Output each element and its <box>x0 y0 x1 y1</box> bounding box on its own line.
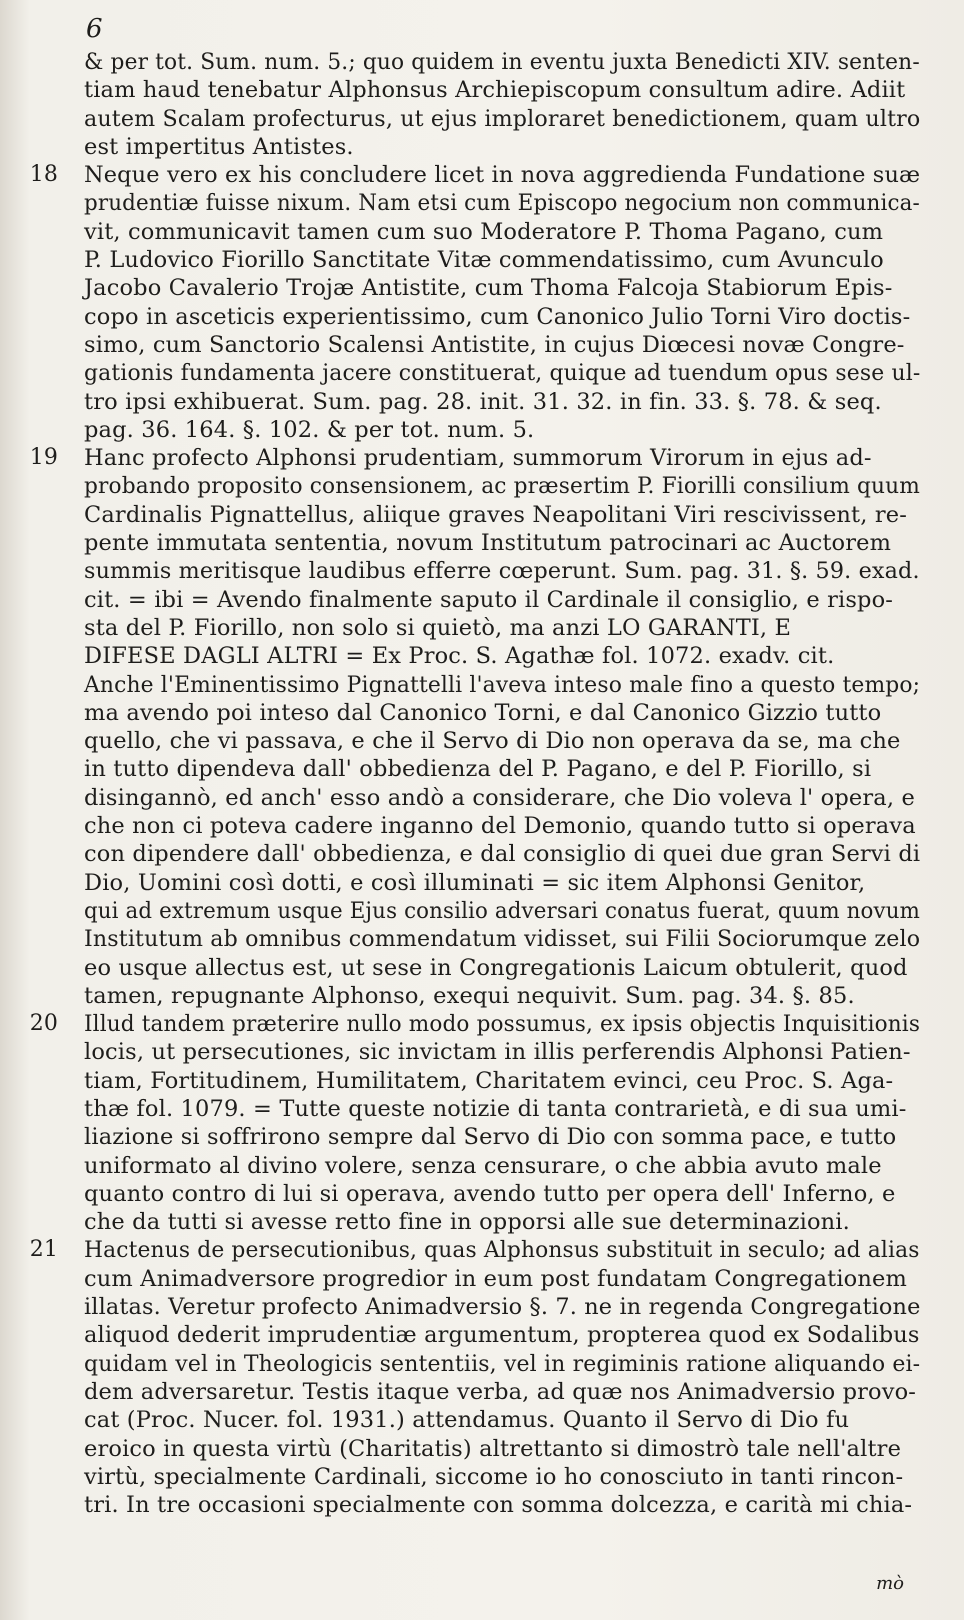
text-line <box>62 642 920 670</box>
line-text: tiam, Fortitudinem, Humilitatem, Charitatem evinci, ceu Proc. S. Aga- <box>84 1067 894 1094</box>
text-line <box>62 1152 920 1180</box>
text-line <box>62 1265 920 1293</box>
text-line <box>62 925 920 953</box>
line-text: Dio, Uomini così dotti, e così illuminati = sic item Alphonsi Genitor, <box>84 869 866 896</box>
text-line <box>29 1010 921 1038</box>
line-text: Institutum ab omnibus commendatum vidisset, sui Filii Sociorumque zelo <box>84 926 921 953</box>
paragraph-number: 19 <box>29 445 58 471</box>
line-text: probando proposito consensionem, ac præsertim P. Fiorilli consilium quum <box>84 473 920 500</box>
text-line <box>29 1236 920 1264</box>
line-text: locis, ut persecutiones, sic invictam in illis perferendis Alphonsi Patien- <box>84 1039 911 1066</box>
line-text: & per tot. Sum. num. 5.; quo quidem in eventu juxta Benedicti XIV. senten- <box>84 49 920 75</box>
line-text: tro ipsi exhibuerat. Sum. pag. 28. init. 31. 32. in fin. 33. §. 78. & seq. <box>84 388 882 415</box>
line-text: Cardinalis Pignattellus, aliique graves Neapolitani Viri rescivissent, re- <box>84 501 907 528</box>
text-line <box>62 218 920 246</box>
line-text: summis meritisque laudibus efferre cœperunt. Sum. pag. 31. §. 59. exad. <box>84 558 920 585</box>
catchword: mò <box>876 1573 904 1594</box>
line-text: dem adversaretur. Testis itaque verba, ad quæ nos Animadversio provo- <box>84 1378 917 1405</box>
line-text: eo usque allectus est, ut sese in Congregationis Laicum obtulerit, quod <box>84 954 908 981</box>
line-text: Anche l'Eminentissimo Pignattelli l'aveva inteso male fino a questo tempo; <box>84 671 921 698</box>
text-line <box>62 1321 920 1349</box>
line-text: che non ci poteva cadere inganno del Demonio, quando tutto si operava <box>84 813 916 840</box>
line-text: qui ad extremum usque Ejus consilio adversari conatus fuerat, quum novum <box>84 897 920 924</box>
line-text: tiam haud tenebatur Alphonsus Archiepiscopum consultum adire. Adiit <box>84 77 906 104</box>
text-line <box>62 359 920 387</box>
line-text: disingannò, ed anch' esso andò a considerare, che Dio voleva l' opera, e <box>84 784 915 811</box>
line-text: prudentiæ fuisse nixum. Nam etsi cum Episcopo negocium non communica- <box>84 190 920 217</box>
text-line <box>62 48 920 76</box>
paragraph-number: 20 <box>29 1011 58 1037</box>
text-line <box>62 1435 920 1463</box>
text-line <box>62 671 920 699</box>
line-text: quanto contro di lui si operava, avendo tutto per opera dell' Inferno, e <box>84 1180 896 1207</box>
line-text: copo in asceticis experientissimo, cum Canonico Julio Torni Viro doctis- <box>84 303 911 330</box>
text-line <box>62 189 920 217</box>
text-line <box>62 897 920 925</box>
text-line <box>62 699 920 727</box>
line-text: Hanc profecto Alphonsi prudentiam, summorum Virorum in ejus ad- <box>84 445 872 472</box>
text-line <box>29 161 921 189</box>
text-line <box>62 76 920 104</box>
text-line <box>62 586 920 614</box>
line-text: Hactenus de persecutionibus, quas Alphonsus substituit in seculo; ad alias <box>84 1237 920 1264</box>
text-line <box>62 331 920 359</box>
paragraph-number: 21 <box>29 1237 58 1263</box>
line-text: illatas. Veretur profecto Animadversio §. 7. ne in regenda Congregatione <box>84 1294 921 1321</box>
line-text: vit, communicavit tamen cum suo Moderatore P. Thoma Pagano, cum <box>84 218 884 245</box>
text-line <box>62 105 920 133</box>
text-line <box>62 869 920 897</box>
line-text: eroico in questa virtù (Charitatis) altrettanto si dimostrò tale nell'altre <box>84 1435 902 1462</box>
line-text: uniformato al divino volere, senza censurare, o che abbia avuto male <box>84 1152 882 1179</box>
line-text: sta del P. Fiorillo, non solo si quietò, ma anzi LO GARANTI, E <box>84 614 792 641</box>
text-line <box>62 1038 920 1066</box>
paragraph-number: 18 <box>29 162 58 188</box>
line-text: quidam vel in Theologicis sententiis, vel in regiminis ratione aliquando ei- <box>84 1350 921 1377</box>
line-text: aliquod dederit imprudentiæ argumentum, propterea quod ex Sodalibus <box>84 1322 920 1349</box>
text-line <box>62 727 920 755</box>
text-line <box>62 1378 920 1406</box>
text-line <box>62 1180 920 1208</box>
line-text: cat (Proc. Nucer. fol. 1931.) attendamus. Quanto il Servo di Dio fu <box>84 1407 850 1434</box>
text-line <box>62 1406 920 1434</box>
line-text: simo, cum Sanctorio Scalensi Antistite, in cujus Diœcesi novæ Congre- <box>84 331 905 358</box>
line-text: Neque vero ex his concludere licet in nova aggredienda Fundatione suæ <box>84 162 921 189</box>
line-text: ma avendo poi inteso dal Canonico Torni, e dal Canonico Gizzio tutto <box>84 699 882 726</box>
text-line <box>62 1067 920 1095</box>
text-line <box>62 303 920 331</box>
text-line <box>62 416 920 444</box>
line-text: Illud tandem præterire nullo modo possumus, ex ipsis objectis Inquisitionis <box>84 1011 921 1038</box>
text-line <box>62 614 920 642</box>
line-text: tri. In tre occasioni specialmente con somma dolcezza, e carità mi chia- <box>84 1492 913 1519</box>
text-block <box>29 48 921 1519</box>
line-text: cum Animadversore progredior in eum post fundatam Congregationem <box>84 1265 907 1292</box>
text-line <box>62 812 920 840</box>
text-line <box>62 133 920 161</box>
text-line <box>62 755 920 783</box>
text-line <box>62 982 920 1010</box>
text-line <box>62 1123 920 1151</box>
text-line <box>29 444 920 472</box>
line-text: autem Scalam profecturus, ut ejus imploraret benedictionem, quam ultro <box>84 105 921 132</box>
page-number: 6 <box>86 14 103 44</box>
line-text: est impertitus Antistes. <box>84 133 354 160</box>
text-line <box>62 1293 920 1321</box>
text-line <box>62 784 920 812</box>
text-line <box>62 274 920 302</box>
line-text: quello, che vi passava, e che il Servo di Dio non operava da se, ma che <box>84 728 901 755</box>
line-text: in tutto dipendeva dall' obbedienza del P. Pagano, e del P. Fiorillo, si <box>84 756 872 783</box>
text-line <box>62 1463 920 1491</box>
text-line <box>62 246 920 274</box>
line-text: cit. = ibi = Avendo finalmente saputo il Cardinale il consiglio, e rispo- <box>84 586 894 613</box>
text-line <box>62 840 920 868</box>
text-line <box>62 1350 920 1378</box>
line-text: pente immutata sententia, novum Institutum patrocinari ac Auctorem <box>84 530 892 557</box>
line-text: tamen, repugnante Alphonso, exequi nequivit. Sum. pag. 34. §. 85. <box>84 982 855 1009</box>
line-text: P. Ludovico Fiorillo Sanctitate Vitæ commendatissimo, cum Avunculo <box>84 247 884 274</box>
text-line <box>62 529 920 557</box>
line-text: DIFESE DAGLI ALTRI = Ex Proc. S. Agathæ fol. 1072. exadv. cit. <box>84 643 835 670</box>
line-text: virtù, specialmente Cardinali, siccome io ho conosciuto in tanti rincon- <box>84 1463 904 1490</box>
text-line <box>62 1491 920 1519</box>
line-text: che da tutti si avesse retto fine in opporsi alle sue determinazioni. <box>84 1209 850 1236</box>
line-text: Jacobo Cavalerio Trojæ Antistite, cum Thoma Falcoja Stabiorum Epis- <box>84 275 893 302</box>
text-line <box>62 1095 920 1123</box>
text-line <box>62 1208 920 1236</box>
line-text: pag. 36. 164. §. 102. & per tot. num. 5. <box>84 416 535 443</box>
line-text: gationis fundamenta jacere constituerat, quique ad tuendum opus sese ul- <box>84 360 921 387</box>
line-text: liazione si soffrirono sempre dal Servo di Dio con somma pace, e tutto <box>84 1124 897 1151</box>
text-line <box>62 557 920 585</box>
text-line <box>62 501 920 529</box>
text-line <box>62 472 920 500</box>
text-line <box>62 954 920 982</box>
line-text: thæ fol. 1079. = Tutte queste notizie di tanta contrarietà, e di sua umi- <box>84 1095 907 1122</box>
line-text: con dipendere dall' obbedienza, e dal consiglio di quei due gran Servi di <box>84 841 921 868</box>
text-line <box>62 388 920 416</box>
